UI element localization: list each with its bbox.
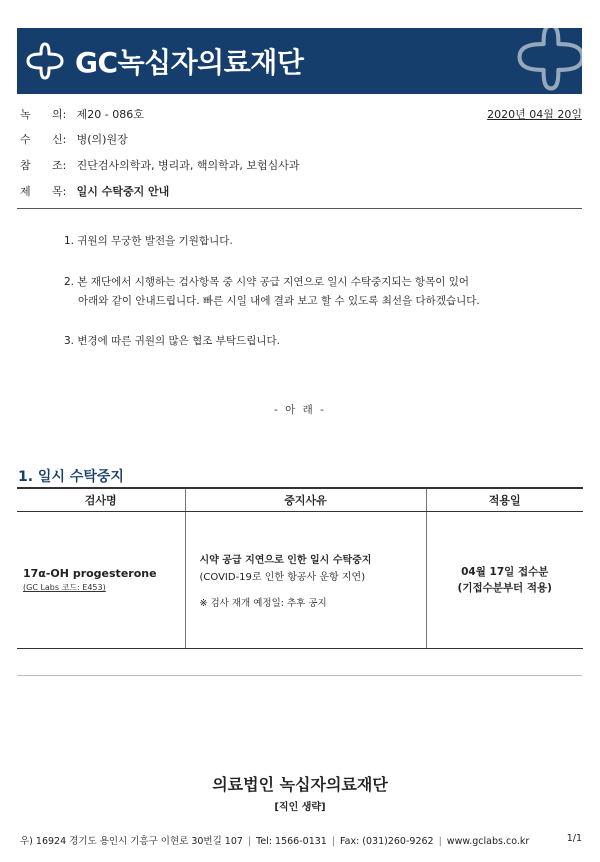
test-cell (17, 512, 185, 649)
paragraph-3: 3. 변경에 따른 귀원의 많은 협조 부탁드립니다. (64, 335, 280, 347)
footer-website-link[interactable]: www.gclabs.co.kr (446, 836, 530, 847)
section-title: 1. 일시 수탁중지 (18, 469, 124, 485)
reference-row: 참 조: 진단검사의학과, 병리과, 핵의학과, 보험심사과 (20, 159, 300, 172)
foundation-name: 의료법인 녹십자의료재단 (212, 775, 388, 794)
header-divider (17, 208, 582, 209)
reason-note: ※ 검사 재개 예정일: 추후 공지 (199, 598, 327, 609)
reason-cell (185, 512, 426, 649)
content-end-divider (17, 675, 582, 676)
recipient-row: 수 신: 병(의)원장 (20, 133, 128, 146)
applied-cell (426, 512, 583, 649)
recipient: 병(의)원장 (76, 133, 128, 146)
doc-number-row: 녹 의: 제20 - 086호 (20, 108, 144, 121)
footer-tel: Tel: 1566-0131 (256, 836, 327, 847)
footer-address: 우) 16924 경기도 용인시 기흥구 이현로 30번길 107 (20, 836, 243, 847)
logo-text: GC녹십자의료재단 (75, 46, 304, 79)
col-header-test-name: 검사명 (17, 488, 185, 512)
table-row (17, 512, 583, 649)
reason-sub: (COVID-19로 인한 항공사 운항 지연) (199, 572, 366, 583)
reason-main: 시약 공급 지연으로 인한 일시 수탁중지 (199, 555, 372, 566)
paragraph-1: 1. 귀원의 무궁한 발전을 기원합니다. (64, 235, 233, 247)
applied-date: 04월 17일 접수분 (461, 566, 549, 578)
doc-date: 2020년 04월 20일 (487, 108, 582, 121)
test-name: 17α-OH progesterone (23, 567, 157, 580)
applied-scope: (기접수분부터 적용) (457, 582, 552, 594)
subject-row: 제 목: 일시 수탁중지 안내 (20, 185, 170, 198)
gc-cross-logo-icon (25, 41, 65, 81)
col-header-applied-date: 적용일 (426, 488, 583, 512)
reference: 진단검사의학과, 병리과, 핵의학과, 보험심사과 (76, 159, 300, 172)
table-header-row (17, 488, 583, 512)
paragraph-2: 2. 본 재단에서 시행하는 검사항목 중 시약 공급 지연으로 일시 수탁중지되는 항목이 있어 아래와 같이 안내드립니다. 빠른 시일 내에 결과 보고 할 수 있도록 최선을 다하겠습니다. (64, 276, 480, 307)
test-code: (GC Labs 코드: E453) (23, 583, 106, 592)
footer-contact: 우) 16924 경기도 용인시 기흥구 이현로 30번길 107 | Tel: 1566-0131 | Fax: (031)260-9262 | www.gclabs.co.kr (20, 836, 530, 847)
subject: 일시 수탁중지 안내 (76, 185, 170, 198)
seal-note: [직인 생략] (274, 802, 326, 813)
header-banner (17, 28, 582, 94)
suspension-table (17, 487, 583, 649)
page-number: 1/1 (566, 833, 582, 844)
decorative-cross-icon (514, 28, 582, 94)
footer-fax: Fax: (031)260-9262 (340, 836, 434, 847)
doc-number: 제20 - 086호 (76, 108, 144, 121)
col-header-reason: 중지사유 (185, 488, 426, 512)
below-note: - 아 래 - (274, 404, 326, 416)
